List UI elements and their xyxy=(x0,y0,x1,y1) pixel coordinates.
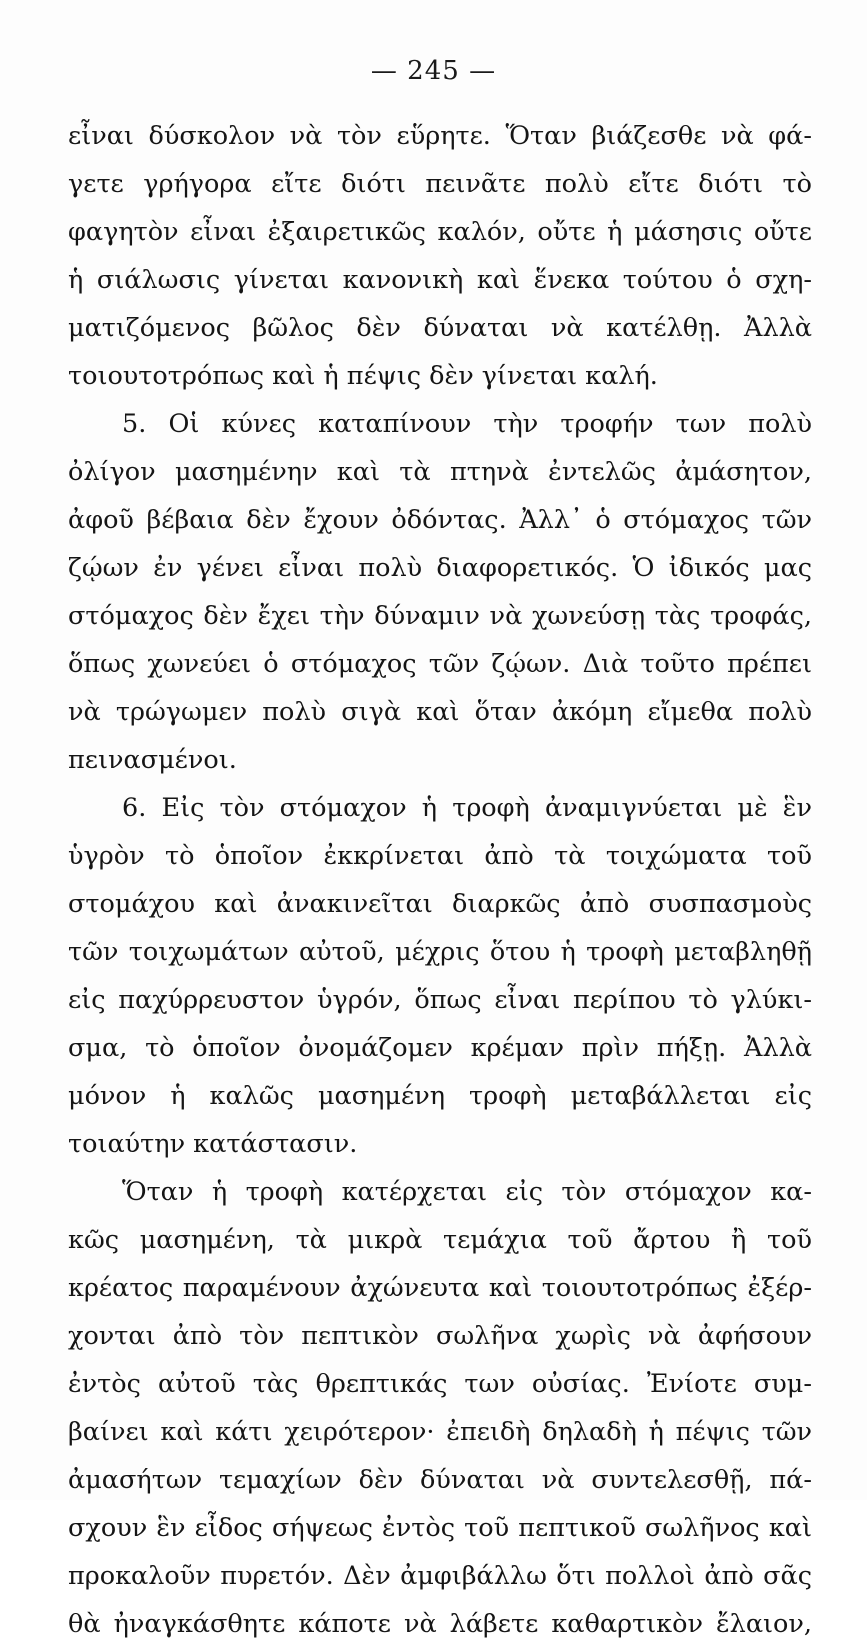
page-number: — 245 — xyxy=(370,56,497,86)
text-line: 5. Οἱ κύνες καταπίνουν τὴν τροφήν των πολὺ xyxy=(122,409,812,439)
text-line: εἶναι δύσκολον νὰ τὸν εὕρητε. Ὅταν βιάζεσθε νὰ φά- xyxy=(68,121,812,151)
text-line: στομάχου καὶ ἀνακινεῖται διαρκῶς ἀπὸ συσπασμοὺς xyxy=(68,889,812,919)
text-line: ζῴων ἐν γένει εἶναι πολὺ διαφορετικός. Ὁ ἰδικός μας xyxy=(68,553,812,583)
text-line: 6. Εἰς τὸν στόμαχον ἡ τροφὴ ἀναμιγνύεται μὲ ἓν xyxy=(122,793,812,823)
text-line: ἡ σιάλωσις γίνεται κανονικὴ καὶ ἕνεκα τούτου ὁ σχη- xyxy=(68,265,812,295)
text-line: ἐντὸς αὐτοῦ τὰς θρεπτικάς των οὐσίας. Ἐνίοτε συμ- xyxy=(68,1369,812,1399)
text-line: βαίνει καὶ κάτι χειρότερον· ἐπειδὴ δηλαδὴ ἡ πέψις τῶν xyxy=(68,1417,812,1447)
text-line: Ὅταν ἡ τροφὴ κατέρχεται εἰς τὸν στόμαχον κα- xyxy=(122,1177,812,1207)
text-line: προκαλοῦν πυρετόν. Δὲν ἀμφιβάλλω ὅτι πολλοὶ ἀπὸ σᾶς xyxy=(68,1561,812,1591)
text-line: σμα, τὸ ὁποῖον ὀνομάζομεν κρέμαν πρὶν πήξῃ. Ἀλλὰ xyxy=(68,1033,812,1063)
text-line: στόμαχος δὲν ἔχει τὴν δύναμιν νὰ χωνεύσῃ τὰς τροφάς, xyxy=(68,601,812,631)
text-line: τοιαύτην κατάστασιν. xyxy=(68,1129,358,1159)
text-line: ὀλίγον μασημένην καὶ τὰ πτηνὰ ἐντελῶς ἀμάσητον, xyxy=(68,457,812,487)
text-line: φαγητὸν εἶναι ἐξαιρετικῶς καλόν, οὔτε ἡ μάσησις οὔτε xyxy=(68,217,812,247)
text-line: νὰ τρώγωμεν πολὺ σιγὰ καὶ ὅταν ἀκόμη εἴμεθα πολὺ xyxy=(68,697,812,727)
text-line: κρέατος παραμένουν ἀχώνευτα καὶ τοιουτοτρόπως ἐξέρ- xyxy=(68,1273,812,1303)
text-line: χονται ἀπὸ τὸν πεπτικὸν σωλῆνα χωρὶς νὰ ἀφήσουν xyxy=(68,1321,812,1351)
text-line: εἰς παχύρρευστον ὑγρόν, ὅπως εἶναι περίπου τὸ γλύκι- xyxy=(68,985,812,1015)
text-line: ἀφοῦ βέβαια δὲν ἔχουν ὀδόντας. Ἀλλ᾽ ὁ στόμαχος τῶν xyxy=(68,505,812,535)
text-line: τοιουτοτρόπως καὶ ἡ πέψις δὲν γίνεται καλή. xyxy=(68,361,658,391)
text-line: ὅπως χωνεύει ὁ στόμαχος τῶν ζῴων. Διὰ τοῦτο πρέπει xyxy=(68,649,812,679)
text-line: τῶν τοιχωμάτων αὐτοῦ, μέχρις ὅτου ἡ τροφὴ μεταβληθῇ xyxy=(68,937,812,967)
text-line: ὑγρὸν τὸ ὁποῖον ἐκκρίνεται ἀπὸ τὰ τοιχώματα τοῦ xyxy=(68,841,812,871)
text-line: κῶς μασημένη, τὰ μικρὰ τεμάχια τοῦ ἄρτου ἢ τοῦ xyxy=(68,1225,812,1255)
text-line: σχουν ἓν εἶδος σήψεως ἐντὸς τοῦ πεπτικοῦ σωλῆνος καὶ xyxy=(68,1513,812,1543)
text-line: θὰ ἠναγκάσθητε κάποτε νὰ λάβετε καθαρτικὸν ἔλαιον, xyxy=(68,1609,812,1639)
text-line: μόνον ἡ καλῶς μασημένη τροφὴ μεταβάλλεται εἰς xyxy=(68,1081,812,1111)
text-line: γετε γρήγορα εἴτε διότι πεινᾶτε πολὺ εἴτε διότι τὸ xyxy=(68,169,812,199)
text-line: ἀμασήτων τεμαχίων δὲν δύναται νὰ συντελεσθῇ, πά- xyxy=(68,1465,812,1495)
text-line: ματιζόμενος βῶλος δὲν δύναται νὰ κατέλθῃ. Ἀλλὰ xyxy=(68,313,812,343)
text-line: πεινασμένοι. xyxy=(68,745,237,775)
body-text xyxy=(68,112,812,1648)
